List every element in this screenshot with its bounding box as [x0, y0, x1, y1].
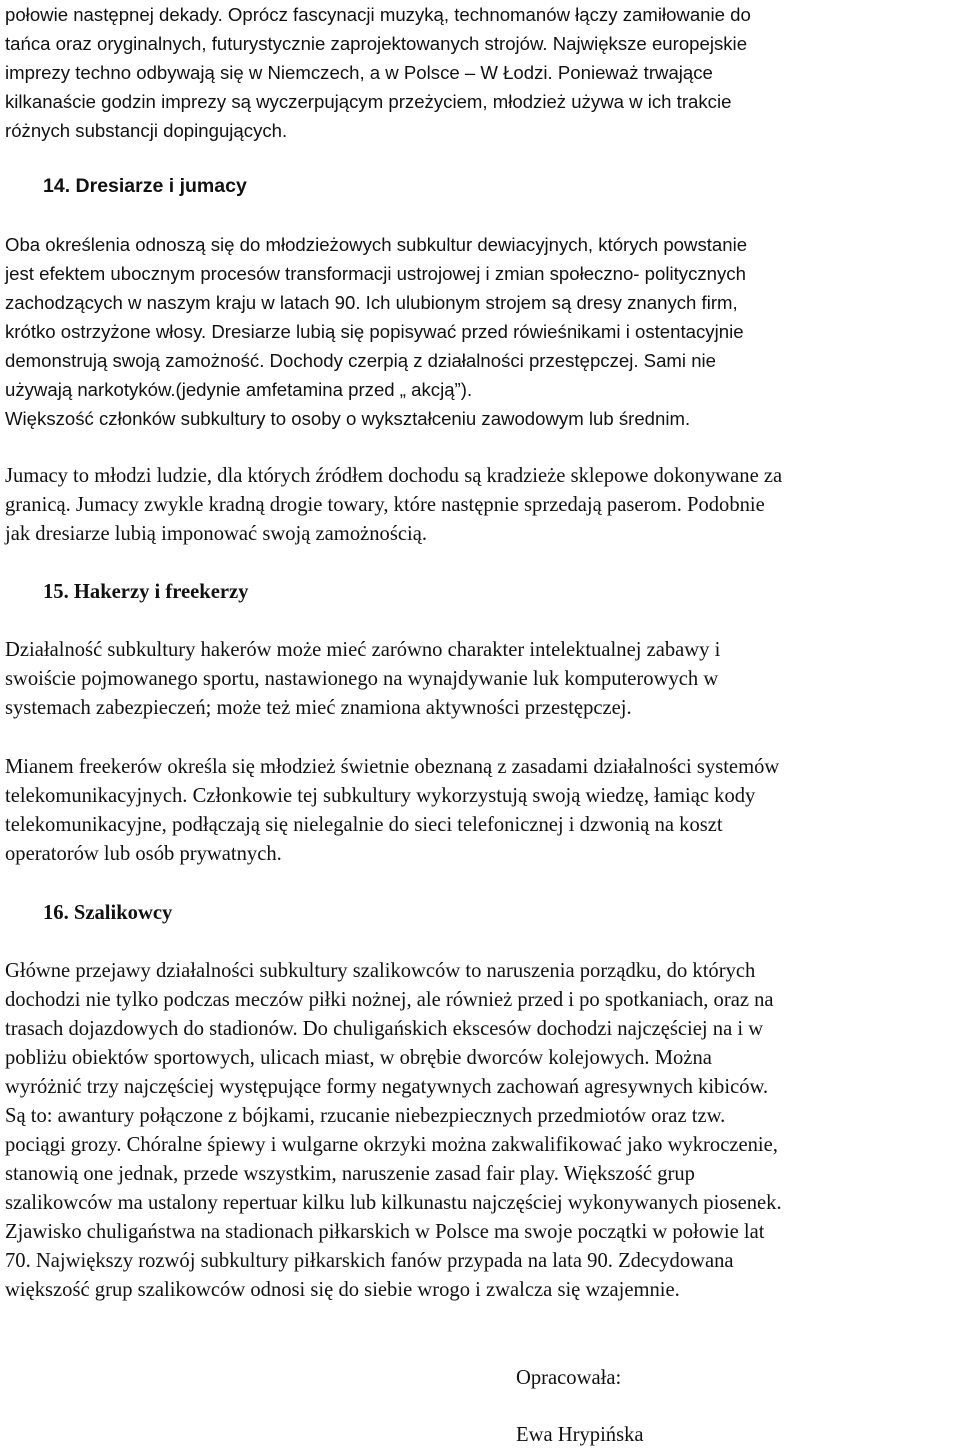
text-line: Mianem freekerów określa się młodzież świetnie obeznaną z zasadami działalności systemów [5, 756, 780, 778]
text-line: 70. Największy rozwój subkultury piłkarskich fanów przypada na lata 90. Zdecydowana [5, 1250, 734, 1272]
section-14-paragraph-2 [5, 462, 960, 549]
section-15-paragraph-2 [5, 753, 960, 869]
text-line: imprezy techno odbywają się w Niemczech, a w Polsce – W Łodzi. Ponieważ trwające [5, 62, 713, 83]
signature-label: Opracowała: [516, 1367, 622, 1389]
text-line: Są to: awantury połączone z bójkami, rzucanie niebezpiecznych przedmiotów oraz tzw. [5, 1105, 726, 1127]
intro-paragraph [5, 0, 960, 145]
section-15-paragraph-1 [5, 636, 960, 723]
text-line: krótko ostrzyżone włosy. Dresiarze lubią się popisywać przed rówieśnikami i ostentacyjnie [5, 321, 744, 342]
text-line: kilkanaście godzin imprezy są wyczerpującym przeżyciem, młodzież używa w ich trakcie [5, 91, 732, 112]
text-line: Działalność subkultury hakerów może mieć zarówno charakter intelektualnej zabawy i [5, 639, 721, 661]
text-line: telekomunikacyjnych. Członkowie tej subkultury wykorzystują swoją wiedzę, łamiąc kody [5, 785, 756, 807]
text-line: większość grup szalikowców odnosi się do siebie wrogo i zwalcza się wzajemnie. [5, 1279, 680, 1301]
text-line: dochodzi nie tylko podczas meczów piłki nożnej, ale również przed i po spotkaniach, oraz na [5, 989, 774, 1011]
signature-author: Ewa Hrypińska [516, 1424, 644, 1446]
section-15-heading: 15. Hakerzy i freekerzy [43, 581, 249, 603]
text-line: jest efektem ubocznym procesów transformacji ustrojowej i zmian społeczno- politycznych [5, 263, 746, 284]
text-line: granicą. Jumacy zwykle kradną drogie towary, które następnie sprzedają paserom. Podobnie [5, 494, 765, 516]
text-line: różnych substancji dopingujących. [5, 120, 288, 141]
text-line: połowie następnej dekady. Oprócz fascynacji muzyką, technomanów łączy zamiłowanie do [5, 4, 751, 25]
text-line: swoiście pojmowanego sportu, nastawionego na wynajdywanie luk komputerowych w [5, 668, 719, 690]
section-16-heading: 16. Szalikowcy [43, 902, 173, 924]
section-16-paragraph-1 [5, 957, 960, 1305]
text-line: Jumacy to młodzi ludzie, dla których źródłem dochodu są kradzieże sklepowe dokonywane za [5, 465, 783, 487]
text-line: telekomunikacyjne, podłączają się nielegalnie do sieci telefonicznej i dzwonią na koszt [5, 814, 723, 836]
text-line: Większość członków subkultury to osoby o wykształceniu zawodowym lub średnim. [5, 408, 691, 429]
text-line: szalikowców ma ustalony repertuar kilku lub kilkunastu najczęściej wykonywanych piosenek. [5, 1192, 782, 1214]
text-line: trasach dojazdowych do stadionów. Do chuligańskich ekscesów dochodzi najczęściej na i w [5, 1018, 764, 1040]
section-14-heading: 14. Dresiarze i jumacy [43, 175, 247, 197]
text-line: jak dresiarze lubią imponować swoją zamożnością. [5, 523, 428, 545]
text-line: stanowią one jednak, przede wszystkim, naruszenie zasad fair play. Większość grup [5, 1163, 695, 1185]
text-line: używają narkotyków.(jedynie amfetamina przed „ akcją”). [5, 379, 473, 400]
text-line: Zjawisko chuligaństwa na stadionach piłkarskich w Polsce ma swoje początki w połowie lat [5, 1221, 765, 1243]
text-line: wyróżnić trzy najczęściej występujące formy negatywnych zachowań agresywnych kibiców. [5, 1076, 769, 1098]
text-line: pociągi grozy. Chóralne śpiewy i wulgarne okrzyki można zakwalifikować jako wykroczenie, [5, 1134, 778, 1156]
text-line: Główne przejawy działalności subkultury szalikowców to naruszenia porządku, do których [5, 960, 756, 982]
text-line: tańca oraz oryginalnych, futurystycznie zaprojektowanych strojów. Największe europejskie [5, 33, 748, 54]
text-line: Oba określenia odnoszą się do młodzieżowych subkultur dewiacyjnych, których powstanie [5, 234, 748, 255]
text-line: zachodzących w naszym kraju w latach 90. Ich ulubionym strojem są dresy znanych firm, [5, 292, 738, 313]
text-line: pobliżu obiektów sportowych, ulicach miast, w obrębie dworców kolejowych. Można [5, 1047, 712, 1069]
text-line: operatorów lub osób prywatnych. [5, 843, 282, 865]
text-line: demonstrują swoją zamożność. Dochody czerpią z działalności przestępczej. Sami nie [5, 350, 717, 371]
section-14-paragraph-1 [5, 230, 960, 433]
text-line: systemach zabezpieczeń; może też mieć znamiona aktywności przestępczej. [5, 697, 632, 719]
